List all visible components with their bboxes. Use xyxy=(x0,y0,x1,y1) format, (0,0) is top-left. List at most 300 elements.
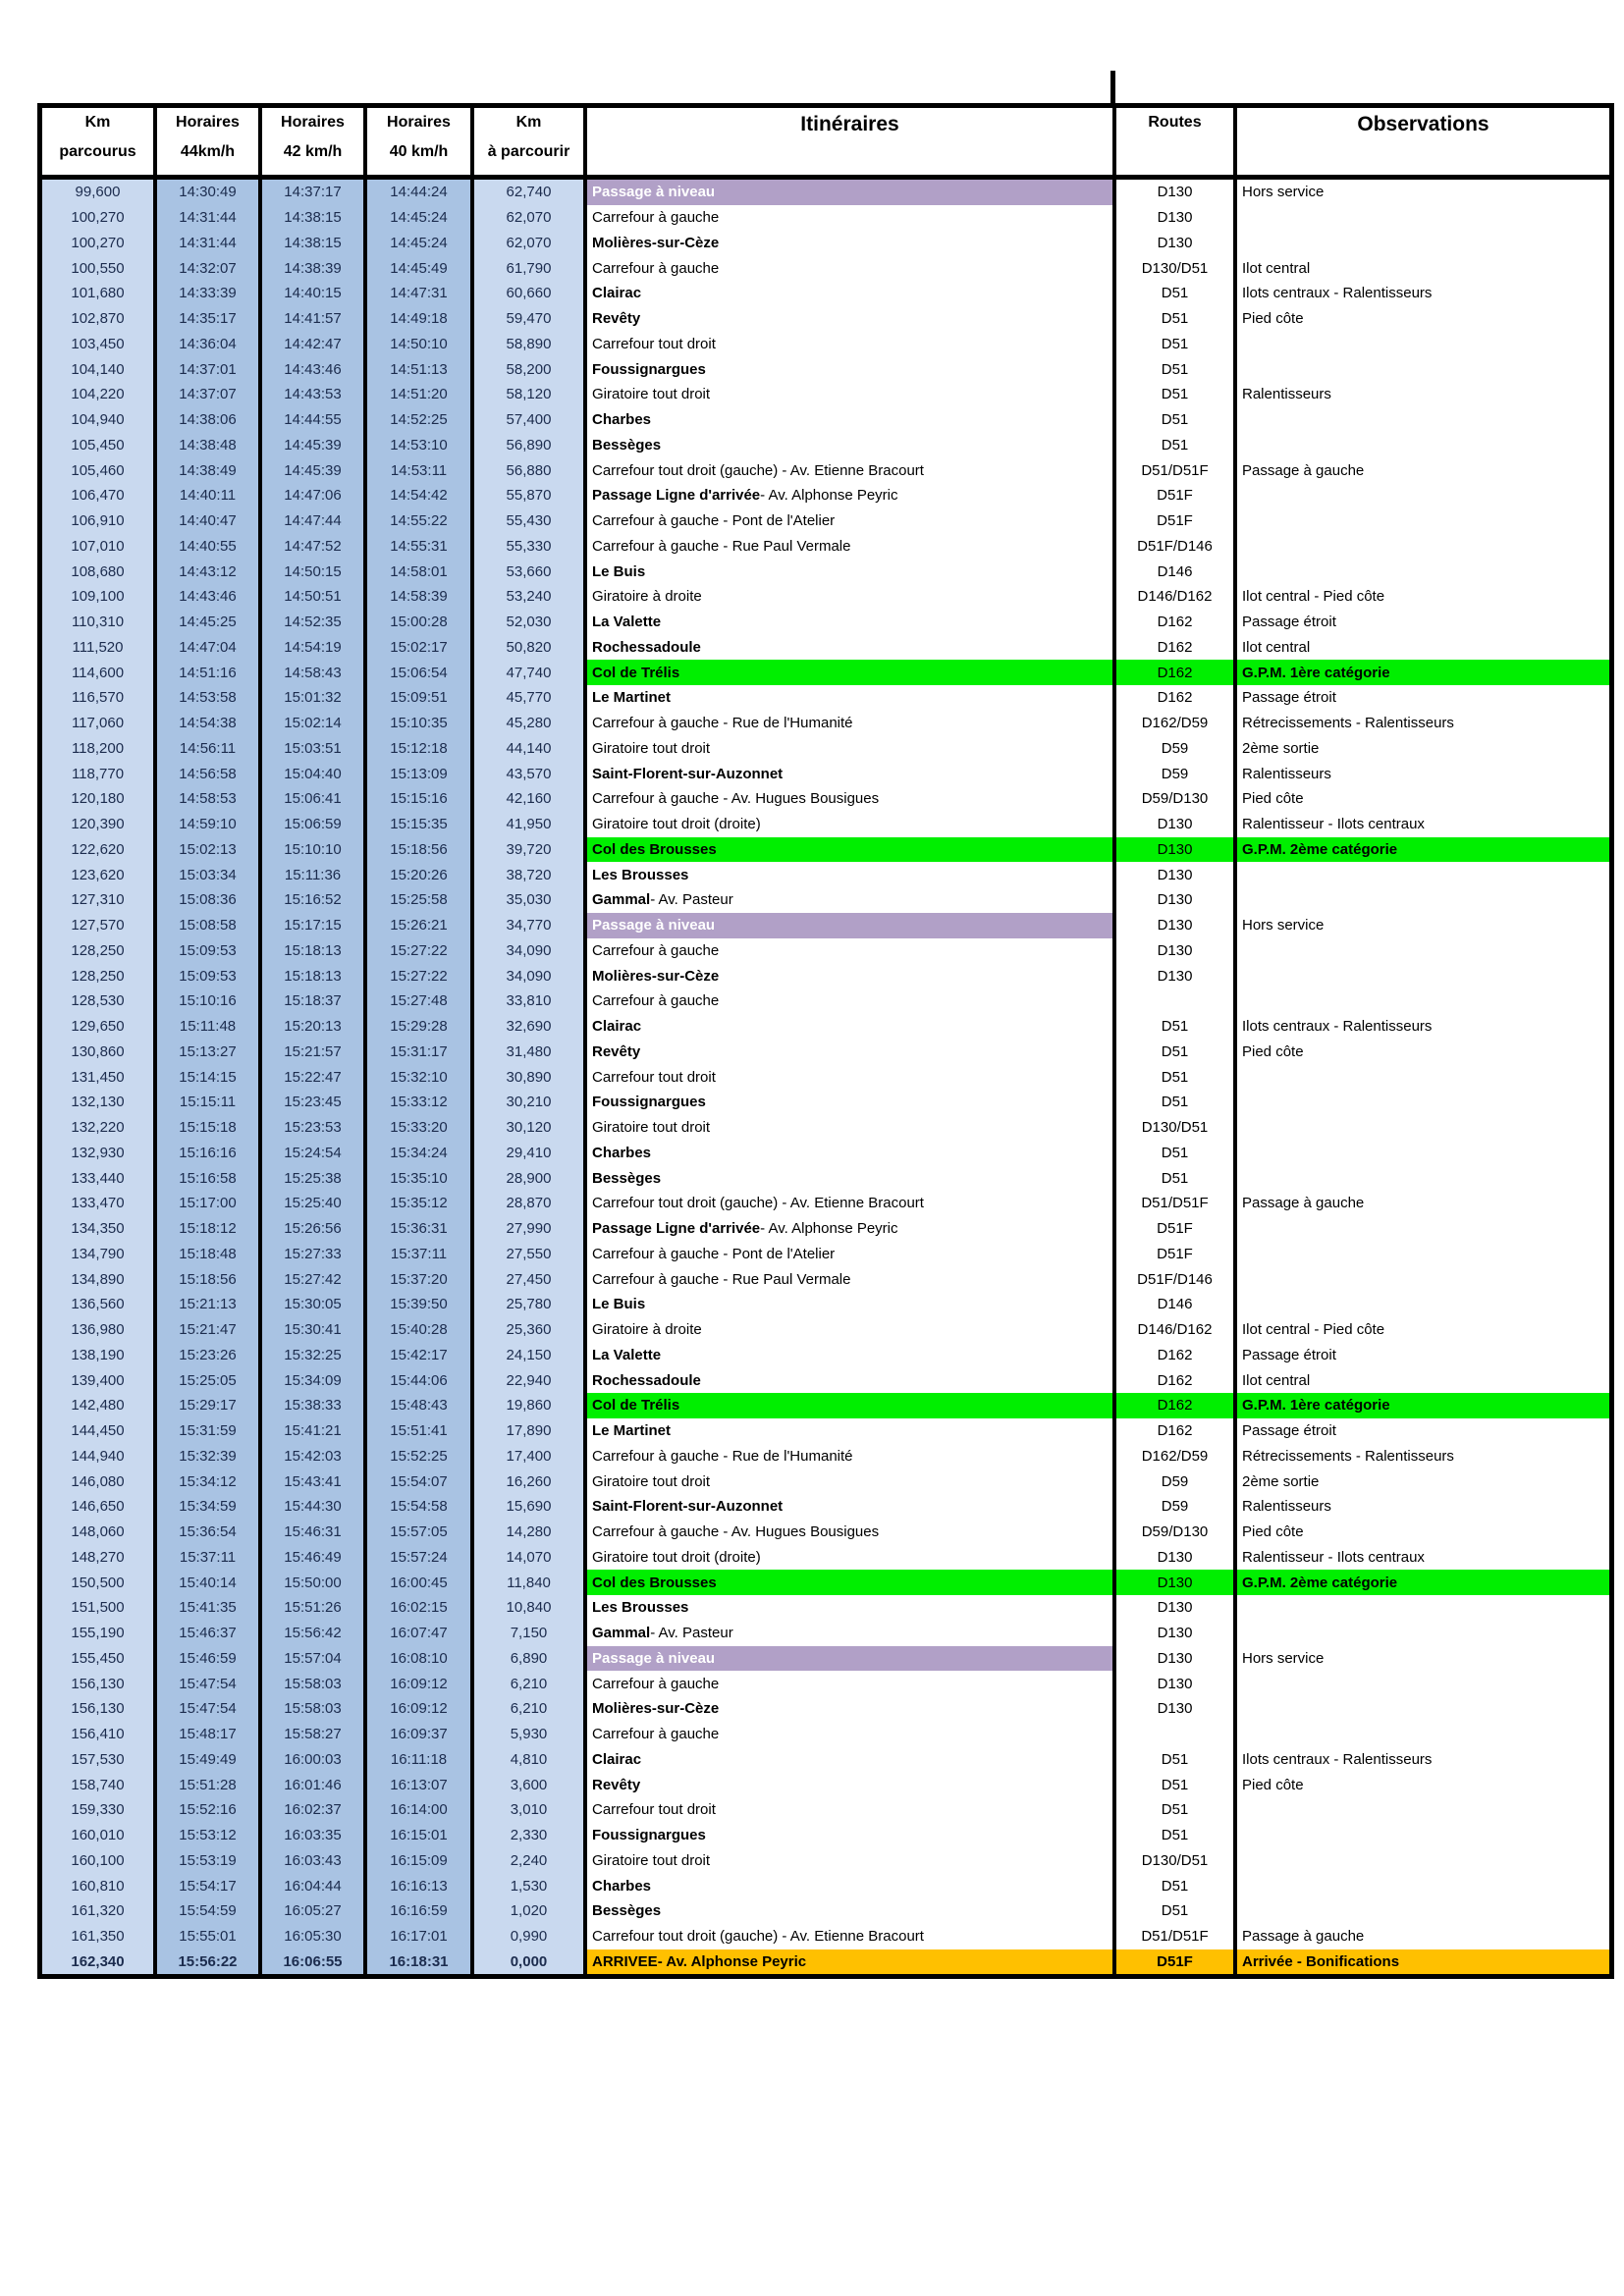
horaire-40-cell: 15:54:07 xyxy=(367,1468,474,1494)
itineraire-text: Carrefour à gauche xyxy=(592,941,720,959)
km-a-parcourir-cell: 27,550 xyxy=(474,1242,587,1267)
km-parcourus-cell: 160,100 xyxy=(42,1848,157,1874)
km-parcourus-cell: 150,500 xyxy=(42,1570,157,1595)
route-cell: D162 xyxy=(1116,1393,1237,1418)
km-parcourus-cell: 111,520 xyxy=(42,635,157,661)
route-cell: D162 xyxy=(1116,635,1237,661)
horaire-44-cell: 14:43:12 xyxy=(157,559,262,584)
itineraire-cell xyxy=(587,711,1116,736)
itineraire-text: Giratoire tout droit (droite) xyxy=(592,1548,761,1566)
km-a-parcourir-cell: 62,740 xyxy=(474,180,587,205)
itineraire-bold-text: Passage Ligne d'arrivée xyxy=(592,1220,761,1238)
itineraire-cell xyxy=(587,1545,1116,1571)
itineraire-bold-text: Foussignargues xyxy=(592,1827,706,1844)
horaire-42-cell: 16:02:37 xyxy=(262,1797,367,1823)
header-horaires-44 xyxy=(157,108,262,175)
km-a-parcourir-cell: 1,020 xyxy=(474,1898,587,1924)
horaire-42-cell: 14:58:43 xyxy=(262,660,367,685)
horaire-40-cell: 14:55:31 xyxy=(367,534,474,560)
km-a-parcourir-cell: 22,940 xyxy=(474,1367,587,1393)
horaire-44-cell: 14:32:07 xyxy=(157,255,262,281)
itineraire-cell xyxy=(587,812,1116,837)
table-row xyxy=(42,635,1609,661)
route-cell: D51F xyxy=(1116,1242,1237,1267)
horaire-42-cell: 15:18:13 xyxy=(262,963,367,988)
observation-cell xyxy=(1237,1873,1609,1898)
itineraire-cell xyxy=(587,963,1116,988)
itineraire-bold-text: Clairac xyxy=(592,1018,642,1036)
horaire-44-cell: 15:18:48 xyxy=(157,1242,262,1267)
page-crop-mark-line xyxy=(1110,71,1115,103)
route-cell: D146/D162 xyxy=(1116,1317,1237,1343)
itineraire-text: - Av. Pasteur xyxy=(650,891,733,909)
table-row xyxy=(42,711,1609,736)
observation-cell xyxy=(1237,356,1609,382)
itineraire-text: Carrefour à gauche - Pont de l'Atelier xyxy=(592,1245,836,1262)
route-cell: D51 xyxy=(1116,281,1237,306)
km-parcourus-cell: 104,140 xyxy=(42,356,157,382)
itineraire-text: Giratoire à droite xyxy=(592,588,702,606)
route-cell: D162 xyxy=(1116,1367,1237,1393)
horaire-44-cell: 14:43:46 xyxy=(157,584,262,610)
table-row xyxy=(42,1191,1609,1216)
horaire-40-cell: 16:09:12 xyxy=(367,1696,474,1722)
horaire-42-cell: 15:01:32 xyxy=(262,685,367,711)
table-row xyxy=(42,1671,1609,1696)
route-cell: D51F/D146 xyxy=(1116,1266,1237,1292)
itineraire-bold-text: Bessèges xyxy=(592,1902,662,1920)
itineraire-cell xyxy=(587,1494,1116,1520)
table-row xyxy=(42,685,1609,711)
km-a-parcourir-cell: 19,860 xyxy=(474,1393,587,1418)
route-cell: D51 xyxy=(1116,306,1237,332)
horaire-40-cell: 16:13:07 xyxy=(367,1772,474,1797)
horaire-42-cell: 16:03:35 xyxy=(262,1823,367,1848)
horaire-40-cell: 15:57:05 xyxy=(367,1520,474,1545)
observation-cell xyxy=(1237,483,1609,508)
km-parcourus-cell: 132,130 xyxy=(42,1090,157,1115)
km-a-parcourir-cell: 59,470 xyxy=(474,306,587,332)
header-label: Itinéraires xyxy=(800,113,899,135)
itineraire-cell xyxy=(587,1040,1116,1065)
horaire-40-cell: 14:51:20 xyxy=(367,382,474,407)
observation-cell xyxy=(1237,231,1609,256)
itineraire-text: Carrefour à gauche xyxy=(592,209,720,227)
table-row xyxy=(42,483,1609,508)
itineraire-cell xyxy=(587,610,1116,635)
route-cell: D51/D51F xyxy=(1116,1191,1237,1216)
km-a-parcourir-cell: 16,260 xyxy=(474,1468,587,1494)
km-a-parcourir-cell: 14,070 xyxy=(474,1545,587,1571)
itineraire-bold-text: Passage Ligne d'arrivée xyxy=(592,487,761,505)
horaire-40-cell: 15:20:26 xyxy=(367,862,474,887)
observation-cell: G.P.M. 1ère catégorie xyxy=(1237,1393,1609,1418)
observation-cell: Ilot central - Pied côte xyxy=(1237,1317,1609,1343)
route-cell: D51 xyxy=(1116,1090,1237,1115)
itineraire-cell xyxy=(587,1747,1116,1773)
route-cell: D146 xyxy=(1116,1292,1237,1317)
km-a-parcourir-cell: 27,990 xyxy=(474,1216,587,1242)
km-a-parcourir-cell: 0,990 xyxy=(474,1924,587,1949)
km-a-parcourir-cell: 39,720 xyxy=(474,837,587,863)
horaire-40-cell: 15:40:28 xyxy=(367,1317,474,1343)
horaire-44-cell: 14:54:38 xyxy=(157,711,262,736)
observation-cell xyxy=(1237,1848,1609,1874)
observation-cell: Passage étroit xyxy=(1237,610,1609,635)
km-parcourus-cell: 133,440 xyxy=(42,1165,157,1191)
horaire-44-cell: 15:51:28 xyxy=(157,1772,262,1797)
route-cell: D130 xyxy=(1116,938,1237,964)
observation-cell xyxy=(1237,559,1609,584)
horaire-42-cell: 15:56:42 xyxy=(262,1621,367,1646)
km-parcourus-cell: 108,680 xyxy=(42,559,157,584)
table-row xyxy=(42,356,1609,382)
horaire-42-cell: 14:43:53 xyxy=(262,382,367,407)
route-cell: D130 xyxy=(1116,1696,1237,1722)
km-parcourus-cell: 110,310 xyxy=(42,610,157,635)
horaire-44-cell: 14:37:01 xyxy=(157,356,262,382)
itineraire-bold-text: Passage à niveau xyxy=(592,184,716,201)
km-parcourus-cell: 144,940 xyxy=(42,1444,157,1469)
horaire-44-cell: 14:35:17 xyxy=(157,306,262,332)
itineraire-text: Carrefour tout droit (gauche) - Av. Etienne Bracourt xyxy=(592,1928,924,1946)
km-a-parcourir-cell: 55,430 xyxy=(474,508,587,534)
horaire-44-cell: 15:49:49 xyxy=(157,1747,262,1773)
km-parcourus-cell: 132,930 xyxy=(42,1141,157,1166)
km-parcourus-cell: 146,080 xyxy=(42,1468,157,1494)
horaire-40-cell: 14:45:24 xyxy=(367,231,474,256)
observation-cell: Ralentisseur - Ilots centraux xyxy=(1237,1545,1609,1571)
km-a-parcourir-cell: 6,210 xyxy=(474,1671,587,1696)
horaire-40-cell: 14:44:24 xyxy=(367,180,474,205)
route-cell: D130 xyxy=(1116,1545,1237,1571)
observation-cell: Ralentisseur - Ilots centraux xyxy=(1237,812,1609,837)
km-parcourus-cell: 120,180 xyxy=(42,786,157,812)
km-parcourus-cell: 106,910 xyxy=(42,508,157,534)
horaire-44-cell: 15:36:54 xyxy=(157,1520,262,1545)
km-a-parcourir-cell: 45,770 xyxy=(474,685,587,711)
km-a-parcourir-cell: 42,160 xyxy=(474,786,587,812)
table-row xyxy=(42,1064,1609,1090)
route-cell: D59 xyxy=(1116,736,1237,762)
observation-cell xyxy=(1237,332,1609,357)
horaire-44-cell: 14:56:11 xyxy=(157,736,262,762)
itineraire-cell xyxy=(587,660,1116,685)
table-row xyxy=(42,180,1609,205)
km-parcourus-cell: 120,390 xyxy=(42,812,157,837)
km-parcourus-cell: 151,500 xyxy=(42,1595,157,1621)
itineraire-text: Carrefour à gauche - Av. Hugues Bousigues xyxy=(592,790,880,808)
horaire-42-cell: 15:25:40 xyxy=(262,1191,367,1216)
horaire-44-cell: 15:18:56 xyxy=(157,1266,262,1292)
horaire-44-cell: 15:53:12 xyxy=(157,1823,262,1848)
km-a-parcourir-cell: 3,010 xyxy=(474,1797,587,1823)
km-parcourus-cell: 142,480 xyxy=(42,1393,157,1418)
table-row xyxy=(42,1014,1609,1040)
table-row xyxy=(42,1115,1609,1141)
horaire-42-cell: 15:06:41 xyxy=(262,786,367,812)
route-cell: D51F xyxy=(1116,1216,1237,1242)
horaire-44-cell: 15:18:12 xyxy=(157,1216,262,1242)
itineraire-cell xyxy=(587,1014,1116,1040)
horaire-42-cell: 15:18:13 xyxy=(262,938,367,964)
itineraire-text: Carrefour à gauche xyxy=(592,1675,720,1692)
route-cell: D130 xyxy=(1116,180,1237,205)
itineraire-text: Carrefour à gauche xyxy=(592,259,720,277)
km-parcourus-cell: 139,400 xyxy=(42,1367,157,1393)
horaire-42-cell: 15:32:25 xyxy=(262,1343,367,1368)
observation-cell: Arrivée - Bonifications xyxy=(1237,1949,1609,1975)
route-cell: D51 xyxy=(1116,1747,1237,1773)
itineraire-cell xyxy=(587,1393,1116,1418)
route-cell: D51F/D146 xyxy=(1116,534,1237,560)
itineraire-cell xyxy=(587,180,1116,205)
horaire-44-cell: 15:16:58 xyxy=(157,1165,262,1191)
km-parcourus-cell: 100,550 xyxy=(42,255,157,281)
route-cell: D51/D51F xyxy=(1116,1924,1237,1949)
header-label: Km xyxy=(515,114,542,131)
route-cell: D130 xyxy=(1116,1671,1237,1696)
observation-cell: Ilot central xyxy=(1237,1367,1609,1393)
km-parcourus-cell: 100,270 xyxy=(42,205,157,231)
itineraire-cell xyxy=(587,281,1116,306)
route-cell: D51 xyxy=(1116,1165,1237,1191)
route-cell: D51 xyxy=(1116,1014,1237,1040)
route-cell: D130/D51 xyxy=(1116,255,1237,281)
km-parcourus-cell: 104,220 xyxy=(42,382,157,407)
km-a-parcourir-cell: 1,530 xyxy=(474,1873,587,1898)
route-cell: D162 xyxy=(1116,685,1237,711)
table-row xyxy=(42,382,1609,407)
km-parcourus-cell: 107,010 xyxy=(42,534,157,560)
horaire-44-cell: 14:40:11 xyxy=(157,483,262,508)
header-label: 40 km/h xyxy=(389,143,449,160)
horaire-40-cell: 16:00:45 xyxy=(367,1570,474,1595)
table-row xyxy=(42,1898,1609,1924)
horaire-44-cell: 15:34:59 xyxy=(157,1494,262,1520)
km-a-parcourir-cell: 25,360 xyxy=(474,1317,587,1343)
km-a-parcourir-cell: 43,570 xyxy=(474,761,587,786)
horaire-40-cell: 16:09:37 xyxy=(367,1722,474,1747)
table-row xyxy=(42,332,1609,357)
itineraire-bold-text: Col de Trélis xyxy=(592,664,680,681)
route-cell: D162 xyxy=(1116,660,1237,685)
km-a-parcourir-cell: 60,660 xyxy=(474,281,587,306)
horaire-44-cell: 15:55:01 xyxy=(157,1924,262,1949)
itineraire-cell xyxy=(587,1216,1116,1242)
itineraire-cell xyxy=(587,887,1116,913)
km-parcourus-cell: 109,100 xyxy=(42,584,157,610)
observation-cell: Ilot central xyxy=(1237,635,1609,661)
itineraire-bold-text: Gammal xyxy=(592,891,651,909)
observation-cell xyxy=(1237,433,1609,458)
header-label: Horaires xyxy=(281,114,345,131)
horaire-40-cell: 15:13:09 xyxy=(367,761,474,786)
route-cell: D162 xyxy=(1116,1343,1237,1368)
km-a-parcourir-cell: 41,950 xyxy=(474,812,587,837)
table-row xyxy=(42,786,1609,812)
itineraire-cell xyxy=(587,483,1116,508)
route-cell: D51 xyxy=(1116,1873,1237,1898)
km-parcourus-cell: 156,130 xyxy=(42,1671,157,1696)
table-row xyxy=(42,1949,1609,1975)
km-parcourus-cell: 101,680 xyxy=(42,281,157,306)
itineraire-bold-text: Revêty xyxy=(592,1776,641,1793)
horaire-40-cell: 14:45:49 xyxy=(367,255,474,281)
itineraire-cell xyxy=(587,1317,1116,1343)
km-a-parcourir-cell: 62,070 xyxy=(474,231,587,256)
route-cell: D162 xyxy=(1116,1418,1237,1444)
km-parcourus-cell: 131,450 xyxy=(42,1064,157,1090)
itineraire-bold-text: Charbes xyxy=(592,411,652,429)
itineraire-cell xyxy=(587,433,1116,458)
observation-cell xyxy=(1237,1064,1609,1090)
horaire-42-cell: 15:46:31 xyxy=(262,1520,367,1545)
km-parcourus-cell: 134,350 xyxy=(42,1216,157,1242)
horaire-42-cell: 15:11:36 xyxy=(262,862,367,887)
itineraire-cell xyxy=(587,508,1116,534)
horaire-42-cell: 15:50:00 xyxy=(262,1570,367,1595)
itineraire-text: Carrefour à gauche xyxy=(592,992,720,1010)
itineraire-text: Giratoire tout droit xyxy=(592,1851,711,1869)
table-row xyxy=(42,205,1609,231)
itineraire-cell xyxy=(587,635,1116,661)
itineraire-bold-text: La Valette xyxy=(592,614,662,631)
observation-cell: Rétrecissements - Ralentisseurs xyxy=(1237,1444,1609,1469)
route-cell xyxy=(1116,1722,1237,1747)
itineraire-bold-text: Le Martinet xyxy=(592,1422,672,1440)
itineraire-bold-text: Col des Brousses xyxy=(592,1574,717,1591)
itineraire-cell xyxy=(587,1292,1116,1317)
table-body xyxy=(42,180,1609,1974)
horaire-42-cell: 14:52:35 xyxy=(262,610,367,635)
horaire-44-cell: 15:14:15 xyxy=(157,1064,262,1090)
km-a-parcourir-cell: 33,810 xyxy=(474,988,587,1014)
horaire-44-cell: 14:56:58 xyxy=(157,761,262,786)
horaire-42-cell: 15:17:15 xyxy=(262,913,367,938)
table-row xyxy=(42,1292,1609,1317)
itineraire-bold-text: Les Brousses xyxy=(592,866,689,883)
observation-cell: Ilots centraux - Ralentisseurs xyxy=(1237,1747,1609,1773)
itineraire-cell xyxy=(587,205,1116,231)
itineraire-cell xyxy=(587,1191,1116,1216)
horaire-40-cell: 15:15:35 xyxy=(367,812,474,837)
horaire-44-cell: 15:11:48 xyxy=(157,1014,262,1040)
table-row xyxy=(42,584,1609,610)
km-a-parcourir-cell: 58,200 xyxy=(474,356,587,382)
observation-cell: Ilot central - Pied côte xyxy=(1237,584,1609,610)
observation-cell xyxy=(1237,1722,1609,1747)
horaire-40-cell: 14:50:10 xyxy=(367,332,474,357)
km-a-parcourir-cell: 31,480 xyxy=(474,1040,587,1065)
km-parcourus-cell: 122,620 xyxy=(42,837,157,863)
itineraire-cell xyxy=(587,1242,1116,1267)
header-label: à parcourir xyxy=(487,143,570,160)
observation-cell: Ralentisseurs xyxy=(1237,761,1609,786)
horaire-42-cell: 15:21:57 xyxy=(262,1040,367,1065)
horaire-42-cell: 15:02:14 xyxy=(262,711,367,736)
km-parcourus-cell: 156,130 xyxy=(42,1696,157,1722)
observation-cell xyxy=(1237,963,1609,988)
table-row xyxy=(42,559,1609,584)
table-row xyxy=(42,281,1609,306)
km-a-parcourir-cell: 4,810 xyxy=(474,1747,587,1773)
table-row xyxy=(42,433,1609,458)
km-a-parcourir-cell: 52,030 xyxy=(474,610,587,635)
table-row xyxy=(42,1545,1609,1571)
route-cell: D130 xyxy=(1116,231,1237,256)
horaire-42-cell: 14:47:06 xyxy=(262,483,367,508)
horaire-40-cell: 15:18:56 xyxy=(367,837,474,863)
table-row xyxy=(42,1418,1609,1444)
header-label: 44km/h xyxy=(180,143,236,160)
horaire-42-cell: 15:03:51 xyxy=(262,736,367,762)
horaire-40-cell: 14:54:42 xyxy=(367,483,474,508)
observation-cell: Passage étroit xyxy=(1237,1343,1609,1368)
km-parcourus-cell: 123,620 xyxy=(42,862,157,887)
horaire-40-cell: 14:51:13 xyxy=(367,356,474,382)
observation-cell: 2ème sortie xyxy=(1237,736,1609,762)
table-row xyxy=(42,1242,1609,1267)
route-cell: D51F xyxy=(1116,1949,1237,1975)
horaire-42-cell: 15:34:09 xyxy=(262,1367,367,1393)
horaire-40-cell: 15:51:41 xyxy=(367,1418,474,1444)
table-row xyxy=(42,306,1609,332)
table-row xyxy=(42,1468,1609,1494)
horaire-42-cell: 15:22:47 xyxy=(262,1064,367,1090)
observation-cell xyxy=(1237,1292,1609,1317)
observation-cell xyxy=(1237,1115,1609,1141)
horaire-42-cell: 16:04:44 xyxy=(262,1873,367,1898)
km-a-parcourir-cell: 34,090 xyxy=(474,963,587,988)
horaire-40-cell: 14:49:18 xyxy=(367,306,474,332)
header-label: Routes xyxy=(1148,114,1202,131)
route-cell: D130 xyxy=(1116,862,1237,887)
table-row xyxy=(42,610,1609,635)
horaire-44-cell: 15:54:17 xyxy=(157,1873,262,1898)
itineraire-text: Giratoire tout droit xyxy=(592,386,711,403)
km-a-parcourir-cell: 58,890 xyxy=(474,332,587,357)
itineraire-bold-text: Saint-Florent-sur-Auzonnet xyxy=(592,1498,784,1516)
table-row xyxy=(42,913,1609,938)
itineraire-cell xyxy=(587,1115,1116,1141)
header-km-parcourus xyxy=(42,108,157,175)
observation-cell: Ilot central xyxy=(1237,255,1609,281)
header-label: Observations xyxy=(1357,113,1489,135)
itineraire-cell xyxy=(587,1949,1116,1975)
itineraire-text: Carrefour tout droit xyxy=(592,335,716,352)
observation-cell xyxy=(1237,1621,1609,1646)
horaire-44-cell: 14:38:48 xyxy=(157,433,262,458)
km-a-parcourir-cell: 44,140 xyxy=(474,736,587,762)
itineraire-cell xyxy=(587,584,1116,610)
km-a-parcourir-cell: 6,890 xyxy=(474,1646,587,1672)
itineraire-text: Giratoire tout droit (droite) xyxy=(592,816,761,833)
horaire-40-cell: 14:47:31 xyxy=(367,281,474,306)
observation-cell xyxy=(1237,407,1609,433)
roadbook-table xyxy=(37,103,1614,1979)
km-a-parcourir-cell: 30,120 xyxy=(474,1115,587,1141)
itineraire-bold-text: Les Brousses xyxy=(592,1599,689,1617)
km-a-parcourir-cell: 24,150 xyxy=(474,1343,587,1368)
km-a-parcourir-cell: 34,770 xyxy=(474,913,587,938)
itineraire-text: Carrefour tout droit xyxy=(592,1068,716,1086)
table-row xyxy=(42,1317,1609,1343)
route-cell: D162 xyxy=(1116,610,1237,635)
observation-cell xyxy=(1237,205,1609,231)
observation-cell xyxy=(1237,1671,1609,1696)
observation-cell: Hors service xyxy=(1237,180,1609,205)
